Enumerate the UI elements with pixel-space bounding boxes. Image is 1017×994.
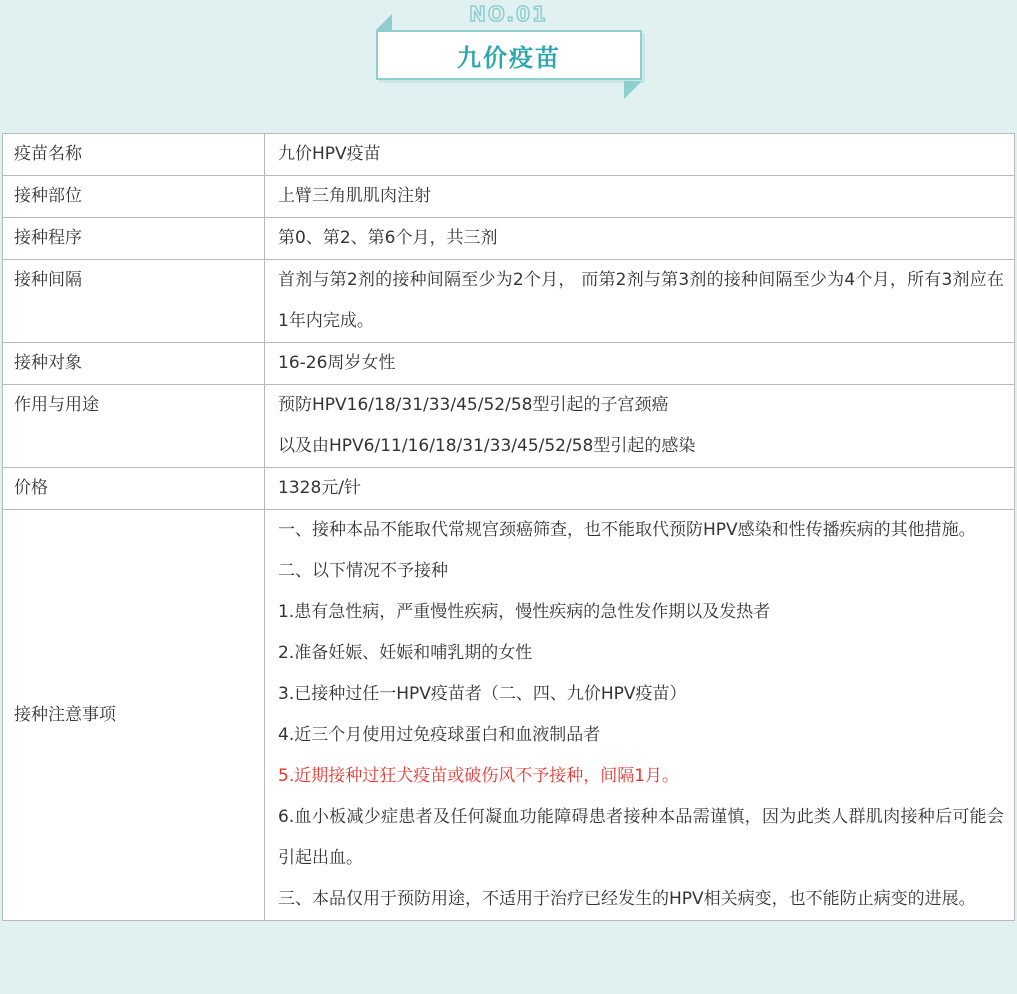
- row-value: 第0、第2、第6个月，共三剂: [265, 218, 1015, 260]
- row-label: 接种程序: [3, 218, 265, 260]
- row-value: 首剂与第2剂的接种间隔至少为2个月， 而第2剂与第3剂的接种间隔至少为4个月，所有3剂应在1年内完成。: [278, 270, 1004, 331]
- notes-list-item: 6.血小板减少症患者及任何凝血功能障碍患者接种本品需谨慎，因为此类人群肌肉接种后可能会引起出血。: [278, 807, 1004, 868]
- table-row: [3, 218, 1015, 260]
- row-label: 价格: [3, 468, 265, 510]
- table-row: [3, 343, 1015, 385]
- row-label: 疫苗名称: [3, 134, 265, 176]
- row-value: 1328元/针: [265, 468, 1015, 510]
- row-label: 接种部位: [3, 176, 265, 218]
- footer-strip: [0, 977, 1017, 994]
- row-value-cell: [265, 385, 1015, 468]
- notes-list-item: 4.近三个月使用过免疫球蛋白和血液制品者: [278, 725, 601, 745]
- row-value-line: 预防HPV16/18/31/33/45/52/58型引起的子宫颈癌: [278, 395, 669, 415]
- title-corner-decoration-right: [624, 81, 642, 99]
- notes-paragraph: 二、以下情况不予接种: [278, 561, 448, 581]
- notes-paragraph: 三、本品仅用于预防用途，不适用于治疗已经发生的HPV相关病变，也不能防止病变的进展。: [278, 889, 976, 909]
- row-value-line: 以及由HPV6/11/16/18/31/33/45/52/58型引起的感染: [278, 436, 696, 456]
- row-label: 接种间隔: [3, 260, 265, 343]
- notes-paragraph: 一、接种本品不能取代常规宫颈癌筛查，也不能取代预防HPV感染和性传播疾病的其他措施。: [278, 520, 976, 540]
- page-title: [376, 30, 642, 80]
- row-value: 16-26周岁女性: [265, 343, 1015, 385]
- table-row: [3, 134, 1015, 176]
- table-row: [3, 468, 1015, 510]
- row-label: 作用与用途: [3, 385, 265, 468]
- title-corner-decoration-left: [376, 14, 392, 30]
- notes-list-item: 2.准备妊娠、妊娠和哺乳期的女性: [278, 643, 533, 663]
- row-value: 九价HPV疫苗: [265, 134, 1015, 176]
- row-value: 上臂三角肌肌肉注射: [265, 176, 1015, 218]
- notes-warning-item: 5.近期接种过狂犬疫苗或破伤风不予接种，间隔1月。: [278, 766, 680, 786]
- section-number: NO.01: [469, 2, 548, 26]
- vaccine-info-table: [2, 133, 1015, 921]
- row-value-cell: [265, 260, 1015, 343]
- notes-cell: [265, 510, 1015, 921]
- table-row: [3, 176, 1015, 218]
- row-label: 接种对象: [3, 343, 265, 385]
- table-row: [3, 385, 1015, 468]
- notes-list-item: 1.患有急性病，严重慢性疾病，慢性疾病的急性发作期以及发热者: [278, 602, 771, 622]
- row-label: 接种注意事项: [3, 510, 265, 921]
- page-title-text: 九价疫苗: [457, 43, 561, 72]
- table-row: [3, 510, 1015, 921]
- notes-list-item: 3.已接种过任一HPV疫苗者（二、四、九价HPV疫苗）: [278, 684, 687, 704]
- table-row: [3, 260, 1015, 343]
- header-banner: [0, 0, 1017, 130]
